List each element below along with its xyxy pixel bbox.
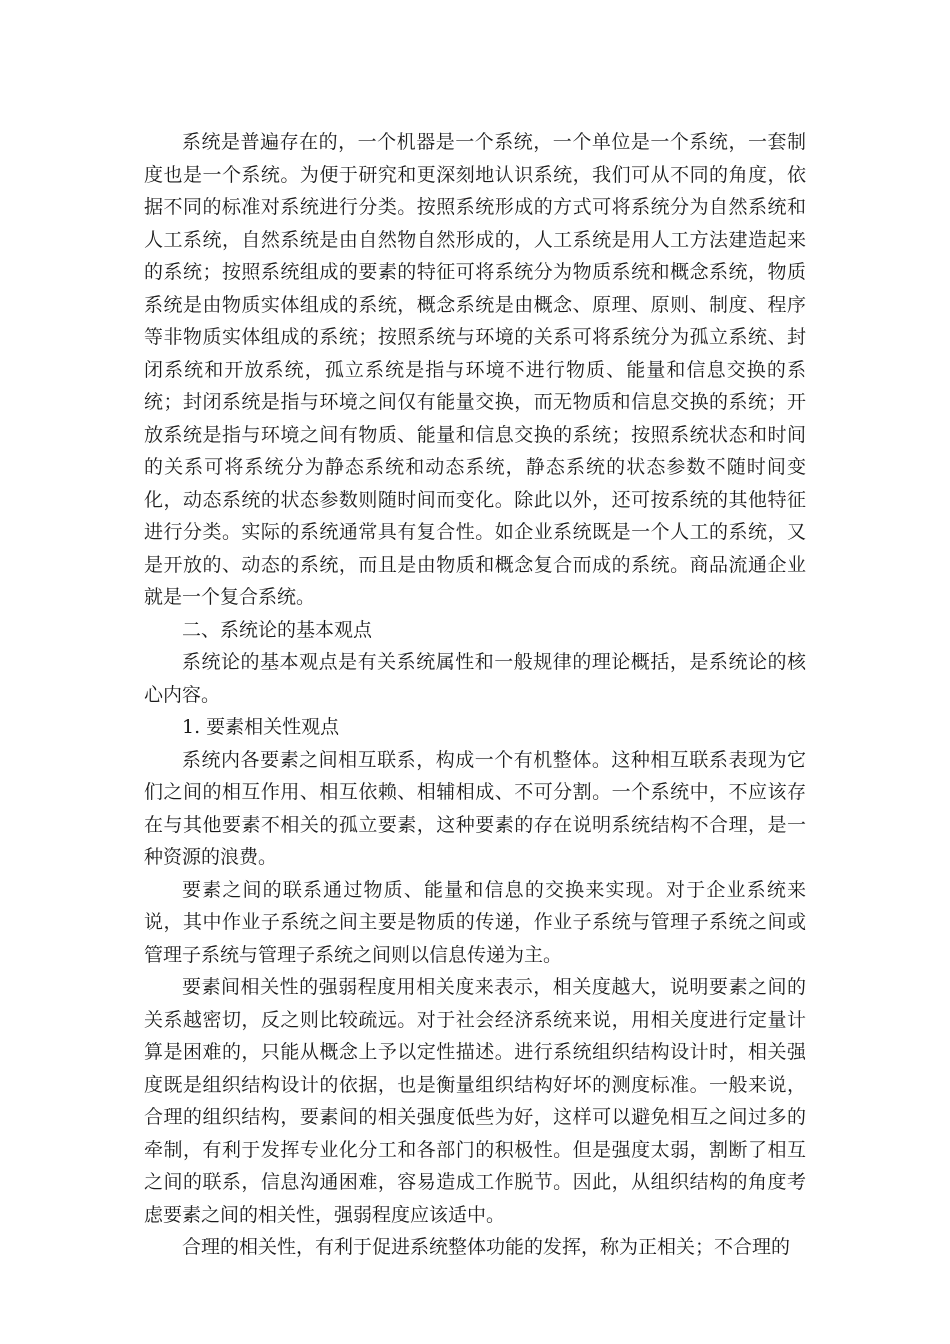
section-heading-basic-views: 二、系统论的基本观点: [182, 618, 373, 641]
paragraph-positive-correlation: 合理的相关性，有利于促进系统整体功能的发挥，称为正相关；不合理的: [182, 1236, 791, 1258]
subsection-heading-element-correlation: 1. 要素相关性观点: [182, 716, 340, 738]
paragraph-system-classification: 系统是普遍存在的，一个机器是一个系统，一个单位是一个系统，一套制度也是一个系统。为便于研究和更深刻地认识系统，我们可从不同的角度，依据不同的标准对系统进行分类。按照系统形成的方式可将系统分为自然系统和人工系统，自然系统是由自然物自然形成的，人工系统是用人工方法建造起来的系统；按照系统组成的要素的特征可将系统分为物质系统和概念系统，物质系统是由物质实体组成的系统，概念系统是由概念、原理、原则、制度、程序等非物质实体组成的系统；按照系统与环境的关系可将系统分为孤立系统、封闭系统和开放系统，孤立系统是指与环境不进行物质、能量和信息交换的系统；封闭系统是指与环境之间仅有能量交换，而无物质和信息交换的系统；开放系统是指与环境之间有物质、能量和信息交换的系统；按照系统状态和时间的关系可将系统分为静态系统和动态系统，静态系统的状态参数不随时间变化，动态系统的状态参数则随时间而变化。除此以外，还可按系统的其他特征进行分类。实际的系统通常具有复合性。如企业系统既是一个人工的系统，又是开放的、动态的系统，而且是由物质和概念复合而成的系统。商品流通企业就是一个复合系统。: [144, 131, 806, 608]
paragraph-element-interconnection: 系统内各要素之间相互联系，构成一个有机整体。这种相互联系表现为它们之间的相互作用、相互依赖、相辅相成、不可分割。一个系统中，不应该存在与其他要素不相关的孤立要素，这种要素的存在说明系统结构不合理，是一种资源的浪费。: [144, 748, 806, 868]
paragraph-element-exchange: 要素之间的联系通过物质、能量和信息的交换来实现。对于企业系统来说，其中作业子系统之间主要是物质的传递，作业子系统与管理子系统之间或管理子系统与管理子系统之间则以信息传递为主。: [144, 878, 806, 966]
document-body: [144, 126, 806, 1264]
paragraph-correlation-degree: 要素间相关性的强弱程度用相关度来表示，相关度越大，说明要素之间的关系越密切，反之则比较疏远。对于社会经济系统来说，用相关度进行定量计算是困难的，只能从概念上予以定性描述。进行系统组织结构设计时，相关强度既是组织结构设计的依据，也是衡量组织结构好坏的测度标准。一般来说，合理的组织结构，要素间的相关强度低些为好，这样可以避免相互之间过多的牵制，有利于发挥专业化分工和各部门的积极性。但是强度太弱，割断了相互之间的联系，信息沟通困难，容易造成工作脱节。因此，从组织结构的角度考虑要素之间的相关性，强弱程度应该适中。: [144, 976, 806, 1226]
paragraph-basic-views-intro: 系统论的基本观点是有关系统属性和一般规律的理论概括，是系统论的核心内容。: [144, 651, 806, 706]
